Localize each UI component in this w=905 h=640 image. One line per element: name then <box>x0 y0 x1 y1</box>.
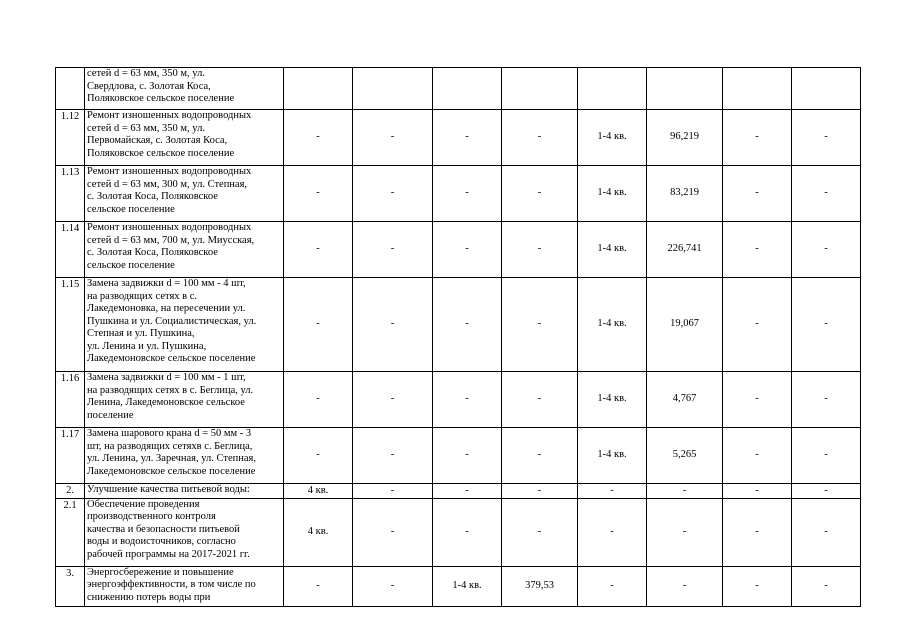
value-cell: - <box>723 166 792 222</box>
value-cell: - <box>284 566 353 606</box>
row-number: 1.13 <box>56 166 85 222</box>
value-cell: - <box>792 484 861 499</box>
description-line: Ленина, Лакедемоновское сельское <box>87 397 245 408</box>
row-description <box>85 222 284 278</box>
value-cell: - <box>284 372 353 428</box>
value-cell: 19,067 <box>647 278 723 372</box>
value-cell: - <box>433 428 502 484</box>
row-description <box>85 166 284 222</box>
row-description <box>85 372 284 428</box>
value-cell: - <box>353 222 433 278</box>
value-cell: 1-4 кв. <box>578 110 647 166</box>
description-line: Лакедемоновское сельское поселение <box>87 353 256 364</box>
description-line: шт, на разводящих сетяхв с. Беглица, <box>87 440 253 452</box>
description-line: сетей d = 63 мм, 300 м, ул. Степная, <box>87 178 248 190</box>
description-line: Свердлова, с. Золотая Коса, <box>87 80 211 92</box>
value-cell: - <box>578 498 647 566</box>
description-line: сельское поселение <box>87 203 175 215</box>
table-row <box>56 484 861 499</box>
row-number <box>56 68 85 110</box>
value-cell: 1-4 кв. <box>578 278 647 372</box>
table-row <box>56 166 861 222</box>
row-description <box>85 566 284 606</box>
value-cell: - <box>723 278 792 372</box>
value-cell: - <box>433 372 502 428</box>
value-cell: - <box>353 166 433 222</box>
value-cell: - <box>353 498 433 566</box>
value-cell: - <box>792 166 861 222</box>
table-row <box>56 278 861 372</box>
value-cell: 1-4 кв. <box>578 166 647 222</box>
value-cell: 379,53 <box>502 566 578 606</box>
row-number: 1.16 <box>56 372 85 428</box>
value-cell <box>647 68 723 110</box>
value-cell: 226,741 <box>647 222 723 278</box>
row-number: 3. <box>56 566 85 606</box>
value-cell: 83,219 <box>647 166 723 222</box>
description-line: производственного контроля <box>87 511 216 522</box>
value-cell: - <box>502 278 578 372</box>
value-cell: - <box>433 278 502 372</box>
description-line: Лакедемоновское сельское поселение <box>87 465 256 477</box>
row-number: 1.14 <box>56 222 85 278</box>
value-cell: - <box>433 110 502 166</box>
description-line: с. Золотая Коса, Поляковское <box>87 247 218 258</box>
value-cell <box>353 68 433 110</box>
value-cell: 4,767 <box>647 372 723 428</box>
value-cell: 4 кв. <box>284 484 353 499</box>
value-cell: - <box>502 110 578 166</box>
value-cell: - <box>792 566 861 606</box>
value-cell: - <box>284 278 353 372</box>
row-description <box>85 428 284 484</box>
value-cell: - <box>284 222 353 278</box>
value-cell: - <box>502 484 578 499</box>
description-line: Замена задвижки d = 100 мм - 1 шт, <box>87 372 246 383</box>
description-line: на разводящих сетях в с. <box>87 290 198 302</box>
value-cell: - <box>578 566 647 606</box>
table-row <box>56 110 861 166</box>
value-cell: - <box>723 498 792 566</box>
row-description <box>85 498 284 566</box>
description-line: сетей d = 63 мм, 350 м, ул. <box>87 68 205 79</box>
row-number: 2. <box>56 484 85 499</box>
row-number: 1.12 <box>56 110 85 166</box>
value-cell: - <box>792 428 861 484</box>
value-cell <box>578 68 647 110</box>
description-line: сетей d = 63 мм, 350 м, ул. <box>87 122 205 134</box>
value-cell <box>433 68 502 110</box>
value-cell: - <box>502 372 578 428</box>
value-cell: - <box>502 166 578 222</box>
description-line: снижению потерь воды при <box>87 591 211 603</box>
value-cell: - <box>647 484 723 499</box>
description-line: Поляковское сельское поселение <box>87 93 235 104</box>
value-cell: - <box>433 484 502 499</box>
row-number: 1.15 <box>56 278 85 372</box>
description-line: энергоэффективности, в том числе по <box>87 579 256 590</box>
value-cell: 5,265 <box>647 428 723 484</box>
row-description <box>85 484 284 499</box>
value-cell: - <box>723 110 792 166</box>
value-cell: - <box>433 166 502 222</box>
value-cell: - <box>502 428 578 484</box>
row-number: 2.1 <box>56 498 85 566</box>
value-cell: 1-4 кв. <box>433 566 502 606</box>
value-cell: 1-4 кв. <box>578 372 647 428</box>
description-line: ул. Ленина, ул. Заречная, ул. Степная, <box>87 453 256 464</box>
description-line: Первомайская, с. Золотая Коса, <box>87 135 228 146</box>
table-row <box>56 372 861 428</box>
data-table <box>55 67 861 607</box>
description-line: на разводящих сетях в с. Беглица, ул. <box>87 384 254 396</box>
value-cell: - <box>502 222 578 278</box>
value-cell: - <box>353 278 433 372</box>
value-cell: - <box>792 372 861 428</box>
description-line: рабочей программы на 2017-2021 гг. <box>87 548 250 560</box>
description-line: Замена задвижки d = 100 мм - 4 шт, <box>87 278 246 289</box>
value-cell <box>723 68 792 110</box>
value-cell: - <box>353 566 433 606</box>
description-line: с. Золотая Коса, Поляковское <box>87 191 218 202</box>
value-cell: - <box>502 498 578 566</box>
description-line: Обеспечение проведения <box>87 498 200 510</box>
table-row <box>56 498 861 566</box>
value-cell: 4 кв. <box>284 498 353 566</box>
value-cell: - <box>578 484 647 499</box>
table-row <box>56 566 861 606</box>
description-line: Пушкина и ул. Социалистическая, ул. <box>87 315 257 327</box>
description-line: сетей d = 63 мм, 700 м, ул. Миусская, <box>87 234 255 246</box>
description-line: Степная и ул. Пушкина, <box>87 328 195 339</box>
value-cell: - <box>353 428 433 484</box>
value-cell: - <box>723 222 792 278</box>
value-cell: - <box>723 372 792 428</box>
description-line: сельское поселение <box>87 259 175 271</box>
value-cell: - <box>792 110 861 166</box>
value-cell: - <box>353 110 433 166</box>
value-cell: - <box>792 222 861 278</box>
value-cell: - <box>284 166 353 222</box>
value-cell <box>284 68 353 110</box>
description-line: поселение <box>87 409 134 421</box>
value-cell: 96,219 <box>647 110 723 166</box>
value-cell: - <box>433 222 502 278</box>
row-number: 1.17 <box>56 428 85 484</box>
value-cell: - <box>284 110 353 166</box>
table-row <box>56 68 861 110</box>
value-cell: - <box>647 498 723 566</box>
description-line: Улучшение качества питьевой воды: <box>87 484 250 495</box>
row-description <box>85 110 284 166</box>
value-cell: 1-4 кв. <box>578 428 647 484</box>
value-cell: - <box>792 278 861 372</box>
value-cell: - <box>353 372 433 428</box>
value-cell: - <box>723 566 792 606</box>
value-cell: - <box>723 484 792 499</box>
description-line: Ремонт изношенных водопроводных <box>87 166 252 177</box>
description-line: ул. Ленина и ул. Пушкина, <box>87 340 207 352</box>
description-line: Ремонт изношенных водопроводных <box>87 110 252 121</box>
description-line: воды и водоисточников, согласно <box>87 536 236 547</box>
value-cell: - <box>792 498 861 566</box>
table-row <box>56 222 861 278</box>
description-line: Лакедемоновка, на пересечении ул. <box>87 303 246 314</box>
description-line: Ремонт изношенных водопроводных <box>87 222 252 233</box>
description-line: качества и безопасности питьевой <box>87 523 240 535</box>
row-description <box>85 68 284 110</box>
value-cell: 1-4 кв. <box>578 222 647 278</box>
description-line: Поляковское сельское поселение <box>87 147 235 159</box>
value-cell: - <box>723 428 792 484</box>
value-cell <box>792 68 861 110</box>
value-cell: - <box>284 428 353 484</box>
row-description <box>85 278 284 372</box>
table-row <box>56 428 861 484</box>
value-cell: - <box>647 566 723 606</box>
description-line: Энергосбережение и повышение <box>87 566 234 578</box>
value-cell: - <box>433 498 502 566</box>
value-cell: - <box>353 484 433 499</box>
description-line: Замена шарового крана d = 50 мм - 3 <box>87 428 252 439</box>
value-cell <box>502 68 578 110</box>
